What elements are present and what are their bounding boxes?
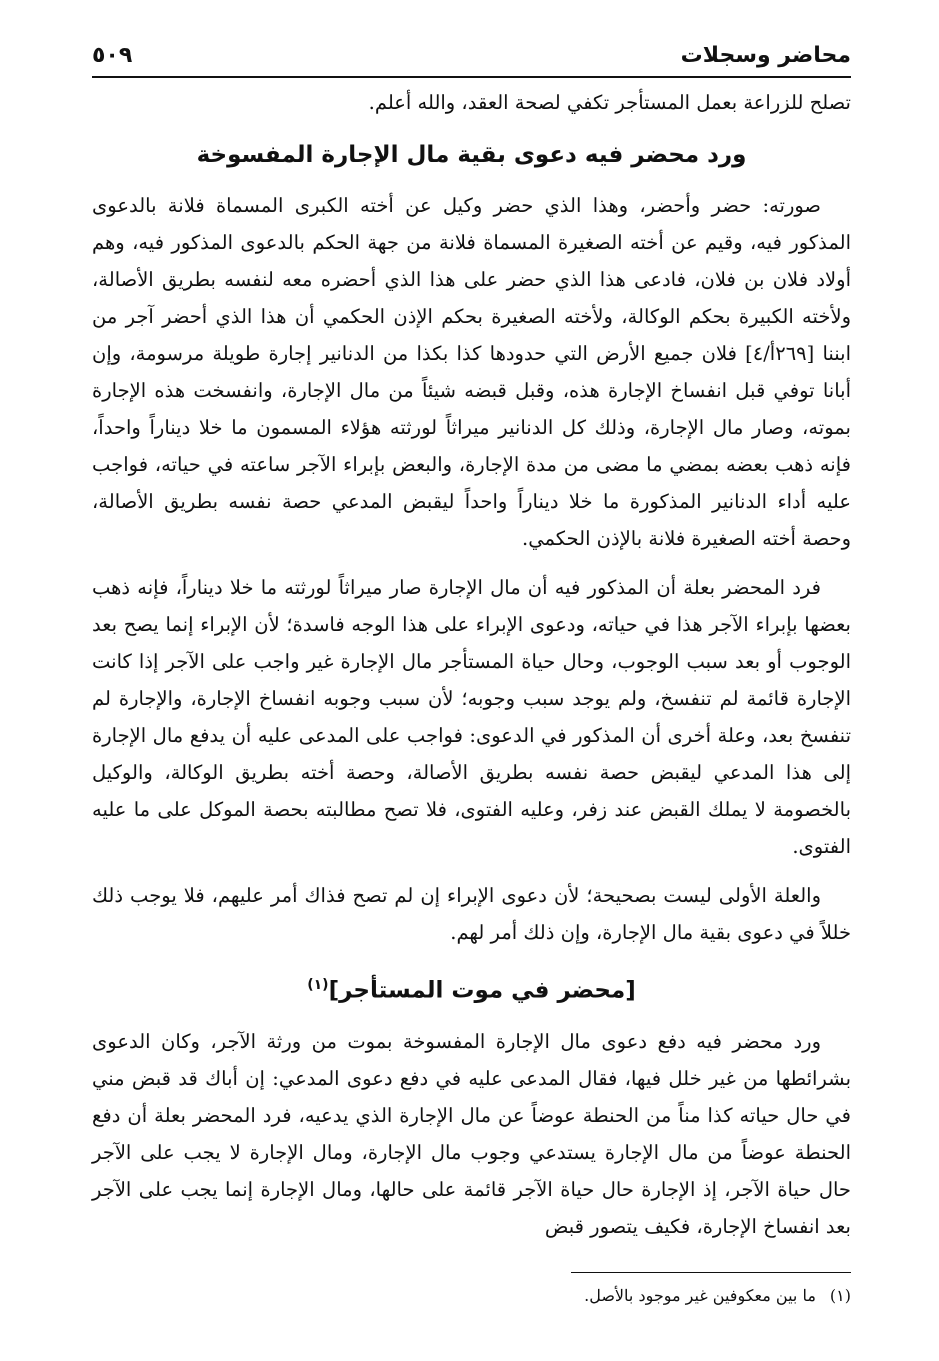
running-title: محاضر وسجلات: [680, 43, 851, 68]
page-number: ٥٠٩: [92, 43, 133, 68]
section-heading-lessee-death: [92, 965, 851, 1011]
footnote-divider: [571, 1272, 851, 1273]
footnote-text: ما بين معكوفين غير موجود بالأصل.: [584, 1286, 816, 1305]
section-heading-text: [محضر في موت المستأجر]: [328, 977, 636, 1004]
body-paragraph: فرد المحضر بعلة أن المذكور فيه أن مال الإجارة صار ميراثاً لورثته ما خلا ديناراً، فإنه ذهب بعضها بإبراء الآجر هذا في حياته، ودعوى الإبراء على هذا الوجه فاسدة؛ لأن الإبراء إنما يصح بعد الوجوب أو بعد سبب الوجوب، وحال حياة المستأجر مال الإجارة غير واجب على الآجر إذا كانت الإجارة قائمة لم تنفسخ، ولم يوجد سبب وجوبه؛ لأن سبب وجوبه انفساخ الإجارة، والإجارة لم تنفسخ بعد، وعلة أخرى أن المذكور في الدعوى: فواجب على المدعى عليه أن يدفع مال الإجارة إلى هذا المدعي ليقبض حصة نفسه بطريق الأصالة، وحصة أخته بطريق الوكالة، والوكيل بالخصومة لا يملك القبض عند زفر، وعليه الفتوى، فلا تصح مطالبته بحصة الموكل على ما عليه الفتوى.: [92, 576, 851, 858]
footnote-reference: (١): [307, 977, 329, 993]
body-paragraph: والعلة الأولى ليست بصحيحة؛ لأن دعوى الإبراء إن لم تصح فذاك أمر عليهم، فلا يوجب ذلك خللاً في دعوى بقية مال الإجارة، وإن ذلك أمر لهم.: [92, 884, 851, 944]
footnote-marker: (١): [829, 1286, 851, 1305]
running-header: [92, 28, 851, 68]
footnote: [92, 1282, 851, 1310]
page-content: [92, 84, 851, 1245]
body-paragraph: ورد محضر فيه دفع دعوى مال الإجارة المفسوخة بموت من ورثة الآجر، وكان الدعوى بشرائطها من غير خلل فيها، فقال المدعى عليه في دفع دعوى المدعي: إن أباك قد قبض مني في حال حياته كذا مناً من الحنطة عوضاً عن مال الإجارة الذي يدعيه، فرد المحضر بعلة أن دفع الحنطة عوضاً من مال الإجارة يستدعي وجوب مال الإجارة، ومال الإجارة لا يجب على الآجر حال حياة الآجر، إذ الإجارة حال حياة الآجر قائمة على حالها، ومال الإجارة إنما يجب على الآجر بعد انفساخ الإجارة، فكيف يتصور قبض: [92, 1029, 851, 1238]
section-heading-lease-claim: ورد محضر فيه دعوى بقية مال الإجارة المفسوخة: [196, 142, 747, 168]
body-paragraph: صورته: حضر وأحضر، وهذا الذي حضر وكيل عن أخته الكبرى المسماة فلانة بالدعوى المذكور فيه، وقيم عن أخته الصغيرة المسماة فلانة من جهة الحكم بالدعوى المذكور فيه، وهم أولاد فلان بن فلان، فادعى هذا الذي حضر على هذا الذي أحضره معه لنفسه بطريق الأصالة، ولأخته الكبيرة بحكم الوكالة، ولأخته الصغيرة بحكم الإذن الحكمي أن هذا الذي أحضر آجر من ابننا [٢٦٩أ/٤] فلان جميع الأرض التي حدودها كذا بكذا من الدنانير إجارة طويلة مرسومة، وإن أبانا توفي قبل انفساخ الإجارة هذه، وقبل قبضه شيئاً من مال الإجارة، وانفسخت هذه الإجارة بموته، وصار مال الإجارة، وذلك كل الدنانير ميراثاً لورثته هؤلاء المسمون ما خلا ديناراً واحداً، فإنه ذهب بعضه بمضي ما مضى من مدة الإجارة، والبعض بإبراء الآجر ساعته في حياته، فواجب عليه أداء الدنانير المذكورة ما خلا ديناراً واحداً ليقبض المدعي حصة نفسه بطريق الأصالة، وحصة أخته الصغيرة فلانة بالإذن الحكمي.: [92, 194, 851, 550]
header-divider: [92, 76, 851, 78]
continuation-paragraph: تصلح للزراعة بعمل المستأجر تكفي لصحة العقد، والله أعلم.: [368, 91, 851, 114]
